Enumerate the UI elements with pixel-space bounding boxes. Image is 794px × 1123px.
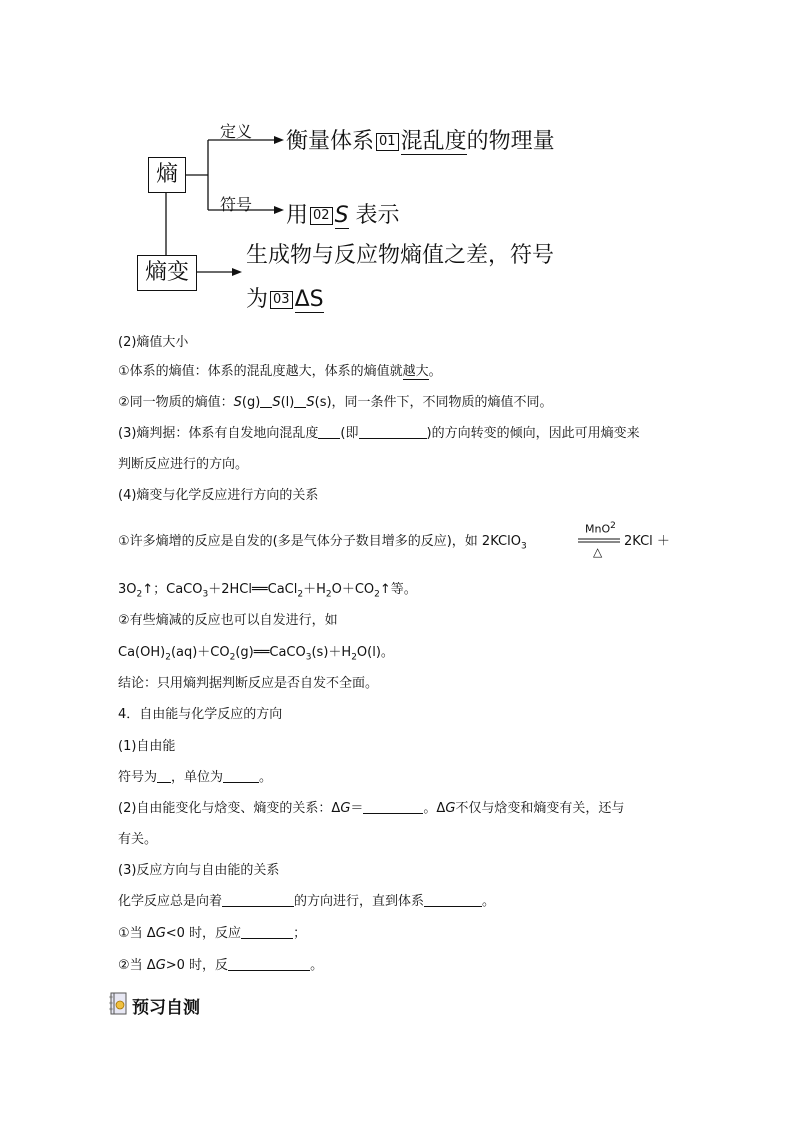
blank-number-03: 03: [270, 291, 293, 309]
diagram-connectors: [0, 0, 794, 330]
fill-blank[interactable]: [228, 958, 310, 971]
heat-symbol: △: [593, 545, 603, 559]
fill-blank[interactable]: [363, 801, 423, 814]
definition-text: 衡量体系 01 混乱度的物理量: [286, 129, 555, 154]
blank-number-01: 01: [376, 133, 399, 151]
entropy-change-definition: 生成物与反应物熵值之差，符号: [246, 243, 555, 268]
fill-blank[interactable]: [359, 426, 427, 439]
entropy-change-symbol: 为 03 ΔS: [246, 287, 324, 312]
text-line: 判断反应进行的方向。: [118, 457, 249, 472]
fill-blank[interactable]: [424, 894, 482, 907]
fill-blank[interactable]: [294, 395, 306, 408]
text-line: 符号为 ，单位为 。: [118, 770, 273, 785]
heading-free-energy: (1)自由能: [118, 739, 176, 754]
entropy-box: [148, 157, 186, 193]
entropy-change-box: [137, 255, 197, 291]
text-line: ①体系的熵值：体系的混乱度越大，体系的熵值就越大。: [118, 364, 442, 379]
entropy-label: 熵: [155, 162, 178, 187]
text-line: ①当 ΔG<0 时，反应 ；: [118, 926, 307, 941]
fill-blank[interactable]: [318, 426, 340, 439]
entropy-change-label: 熵变: [144, 260, 189, 285]
text-line: 2KCl ＋: [624, 534, 670, 549]
fill-blank[interactable]: [222, 894, 294, 907]
text-line: ②当 ΔG>0 时，反 。: [118, 958, 324, 973]
text-line: (2)自由能变化与焓变、熵变的关系：ΔG＝ 。ΔG不仅与焓变和熵变有关，还与: [118, 801, 625, 816]
section-heading: 4．自由能与化学反应的方向: [118, 707, 283, 722]
blank-number-02: 02: [310, 207, 333, 225]
answer-text: 混乱度: [400, 129, 467, 154]
symbol-label: 符号: [220, 195, 253, 214]
text-line: $Ca(OH)_2(aq)+CO_2(g)══CaCO_3(s)+H_2O(l)$。: [118, 645, 394, 663]
answer-text: ΔS: [294, 287, 324, 312]
text-line: 化学反应总是向着 的方向进行，直到体系 。: [118, 894, 496, 909]
text-line: 有关。: [118, 832, 158, 847]
text-line: ①许多熵增的反应是自发的(多是气体分子数目增多的反应)，如 2KClO$_3$: [118, 534, 527, 552]
text-line: 结论：只用熵判据判断反应是否自发不全面。: [118, 676, 379, 691]
equilibrium-sign-icon: [578, 537, 620, 545]
definition-label: 定义: [220, 122, 253, 141]
text-line: ②同一物质的熵值：S(g) S(l) S(s)，同一条件下，不同物质的熵值不同。: [118, 395, 553, 410]
catalyst-label: MnO$^2$: [585, 521, 616, 536]
heading-entropy-change-relation: (4)熵变与化学反应进行方向的关系: [118, 488, 319, 503]
text-line: ②有些熵减的反应也可以自发进行，如: [118, 613, 338, 628]
heading-entropy-value: (2)熵值大小: [118, 335, 189, 350]
section-title: 预习自测: [132, 998, 200, 1018]
heading-direction-free-energy: (3)反应方向与自由能的关系: [118, 863, 280, 878]
fill-blank[interactable]: [223, 770, 259, 783]
arrow-right-icon: [232, 268, 242, 276]
symbol-text: 用 02 S 表示: [286, 203, 400, 228]
fill-blank[interactable]: [241, 926, 293, 939]
text-line: $3O_2↑$；$CaCO_3+2HCl══CaCl_2+H_2O+CO_2↑$等。: [118, 582, 417, 600]
fill-blank[interactable]: [157, 770, 171, 783]
text-line: (3)熵判据：体系有自发地向混乱度 (即 )的方向转变的倾向，因此可用熵变来: [118, 426, 640, 441]
arrow-right-icon: [274, 206, 284, 214]
answer-text: S: [334, 203, 349, 228]
answer-text: 越大: [402, 364, 429, 379]
arrow-right-icon: [274, 136, 284, 144]
fill-blank[interactable]: [260, 395, 272, 408]
notebook-icon: [108, 992, 128, 1016]
